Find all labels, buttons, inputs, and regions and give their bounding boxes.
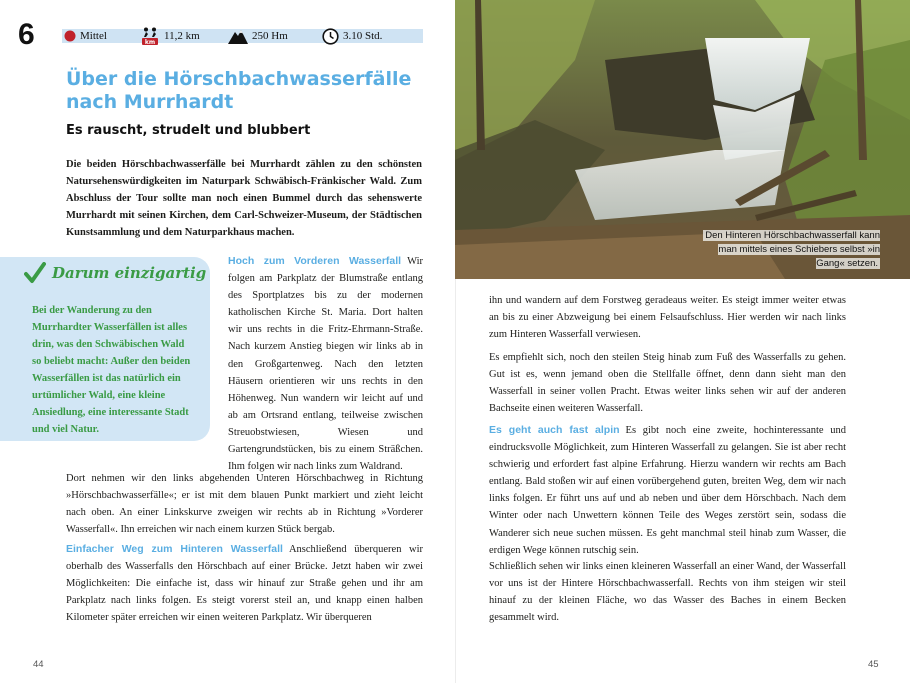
paragraph-unterer-weg: Dort nehmen wir den links abgehenden Unteren Hörschbachweg in Richtung »Hörschbachwasserfälle«; er ist mit dem blauen Punkt markiert und zieht leicht nach oben. An einer Linkskurve zweigen wir rechts ab in Richtung »Vorderer Wasserfall«. Ihn erreichen wir nach einem kurzen Stück bergab. [66,473,423,536]
paragraph-forstweg: ihn und wandern auf dem Forstweg geradeaus weiter. Es steigt immer weiter etwas an bis zu einer Abzweigung bei einem Felsaufschluss. Hier werden wir nach links zum Hinteren Wasserfall verwiesen. [489,295,846,341]
section-heading: Einfacher Weg zum Hinteren Wasserfall [66,543,283,555]
difficulty-label: Mittel [80,30,107,42]
page-title: Über die Hörschbachwasserfälle nach Murrhardt [66,68,412,113]
paragraph-hinterer-wasserfall: Schließlich sehen wir links einen kleineren Wasserfall an einer Wand, der Wasserfall vor uns ist der Hintere Hörschbachwasserfall. Rechts von ihm steigen wir steil hinauf zu der kleinen Fläche, wo das Wasser des Baches in einem Becken gesammelt wird. [489,561,846,624]
checkmark-icon [24,262,46,284]
difficulty-info [64,27,107,45]
waterfall-photo [455,0,910,279]
distance-label: 11,2 km [164,30,200,42]
tour-number: 6 [18,18,35,51]
elevation-info [228,27,288,45]
section-text: Wir folgen am Parkplatz der Blumstraße entlang des Sportplatzes bis zu der modernen katholischen Kirche St. Maria. Dort halten wir uns rechts in die Fritz-Ehrmann-Straße. Nach kurzem Anstieg biegen wir links ab in den Großgartenweg. Nach den letzten Häusern orientieren wir uns rechts in den Höhenweg. Nun wandern wir leicht auf und ab am Ortsrand entlang, teilweise zwischen Streuobstwiesen, Wiesen und Gartengrundstücken, bis zu einem Sträßchen. Ihm folgen wir nach links zum Waldrand. [228,256,423,473]
section-heading: Es geht auch fast alpin [489,424,620,436]
highlight-box-title: Darum einzigartig [52,264,207,282]
clock-icon [322,28,339,45]
highlight-box-heading [24,262,206,284]
page-subtitle: Es rauscht, strudelt und blubbert [66,123,311,138]
duration-info [322,27,382,45]
page-number-right: 45 [868,659,879,670]
duration-label: 3.10 Std. [343,30,383,42]
distance-badge: km [144,38,156,45]
section-einfacher-weg [66,541,423,626]
section-alpin [489,422,846,559]
photo-caption-text: Den Hinteren Hörschbachwasserfall kann man mittels eines Schiebers selbst »in Gang« setzen. [705,230,880,269]
intro-paragraph: Die beiden Hörschbachwasserfälle bei Murrhardt zählen zu den schönsten Natursehenswürdigkeiten im Naturpark Schwäbisch-Fränkischer Wald. Zum Abschluss der Tour sollte man noch einen Bummel durch das sehenswerte Murrhardt mit seinen Kirchen, dem Carl-Schweizer-Museum, der Städtischen Kunstsammlung und dem Naturparkhaus machen. [66,159,422,238]
page-number-left: 44 [33,659,44,670]
paragraph-steig: Es empfiehlt sich, noch den steilen Steig hinab zum Fuß des Wasserfalls zu gehen. Gut ist es, wenn jemand oben die Stellfalle öffnet, denn dann sieht man den Wasserfall in seiner vollen Pracht. Etwas weiter links sehen wir auf der anderen Bachseite einen weiteren Wasserfall. [489,352,846,415]
highlight-box-text: Bei der Wanderung zu den Murrhardter Wasserfällen ist alles drin, was den Schwäbischen Wald so beliebt macht: Außer den beiden Wasserfällen ist das natürlich ein urtümlicher Wald, eine kleine Ansiedlung, eine interessante Stadt und viel Natur. [32,305,191,435]
section-text: Es gibt noch eine zweite, hochinteressante und eindrucksvolle Möglichkeit, zum Hinteren Wasserfall zu gelangen. Sie ist aber recht schwierig und erfordert fast alpine Erfahrung. Hierzu wandern wir rechts am Bach entlang. Bald stoßen wir auf einen vorübergehend guten, breiten Weg, dem wir nach links folgen. Er führt uns auf und ab neben und über dem Hörschbach. Nach dem Winter oder nach Unwettern können Teile des Weges zerstört sein, sodass die Wanderer sich neue suchen müssen. Es geht manchmal steil hinab zum Wasser, die erdigen Wege können rutschig sein. [489,425,847,556]
section-hoch [228,253,423,475]
section-text: Anschließend überqueren wir oberhalb des Wasserfalls den Hörschbach auf einer Brücke. Jetzt haben wir zwei Möglichkeiten: Die einfache ist, dass wir hinauf zur Straße gehen und ihr am Parkplatz nach links folgen. Es steigt vorerst steil an, und knapp einen halben Kilometer später erreichen wir einen weiteren Parkplatz. Wir überqueren [66,544,423,624]
mountain-icon [228,28,248,44]
hiker-distance-icon [140,27,160,45]
difficulty-dot-icon [64,30,76,42]
section-heading: Hoch zum Vorderen Wasserfall [228,255,402,267]
photo-caption [695,229,880,271]
distance-info [140,27,200,45]
elevation-label: 250 Hm [252,30,288,42]
